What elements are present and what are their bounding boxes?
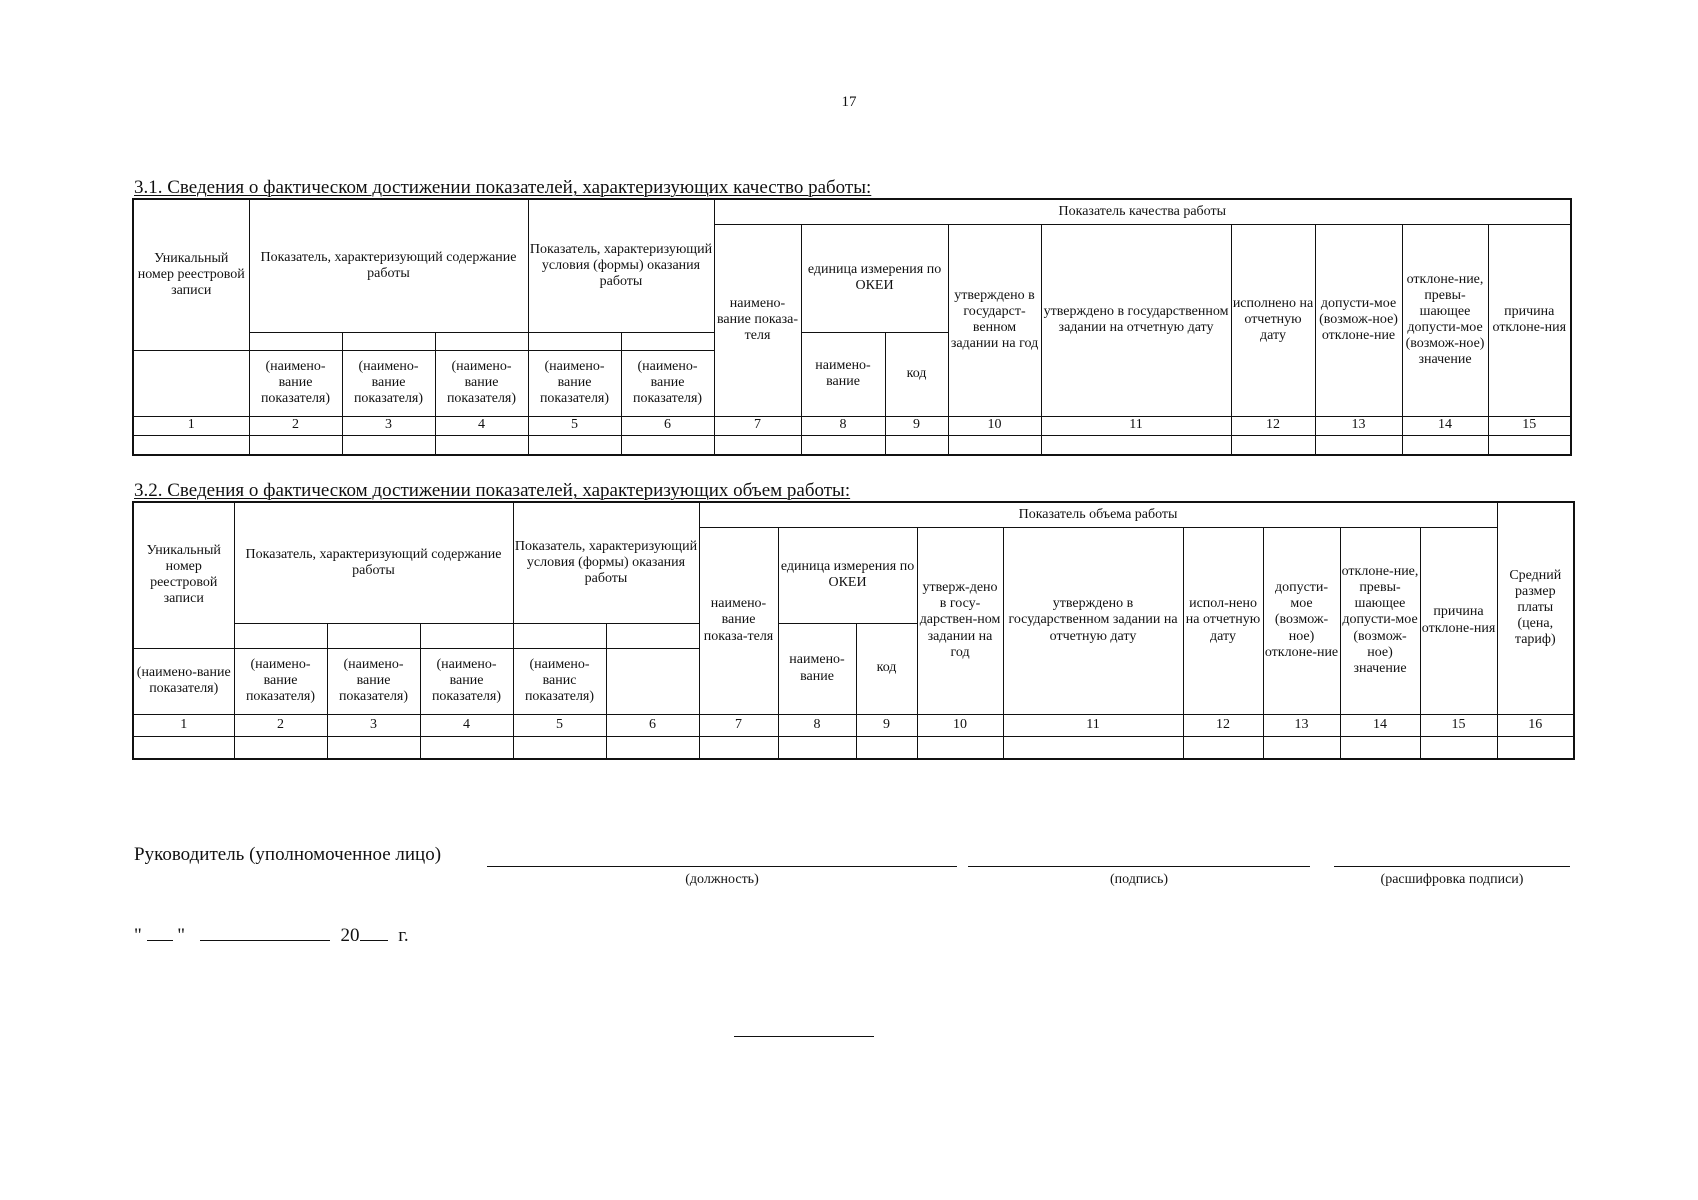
column-number: 4 xyxy=(435,416,528,435)
data-cell[interactable] xyxy=(1420,736,1497,759)
header-executed: испол-нено на отчетную дату xyxy=(1183,527,1263,714)
header-volume-group: Показатель объема работы xyxy=(699,502,1497,527)
header-approved-date: утверждено в государственном задании на отчетную дату xyxy=(1003,527,1183,714)
data-cell[interactable] xyxy=(1488,435,1571,455)
volume-indicators-table xyxy=(132,501,1575,760)
column-number: 5 xyxy=(528,416,621,435)
header-unit-name: наимено-вание xyxy=(778,623,856,714)
year-prefix: 20 xyxy=(340,925,360,946)
data-cell[interactable] xyxy=(342,435,435,455)
column-number: 9 xyxy=(885,416,948,435)
header-allowed-deviation: допусти-мое (возмож-ное) отклоне-ние xyxy=(1315,224,1402,416)
day-blank[interactable] xyxy=(147,922,173,941)
column-number: 16 xyxy=(1497,714,1574,736)
column-number: 2 xyxy=(234,714,327,736)
header-reason: причина отклоне-ния xyxy=(1488,224,1571,416)
signature-line[interactable] xyxy=(968,866,1310,867)
data-cell[interactable] xyxy=(778,736,856,759)
column-number: 14 xyxy=(1340,714,1420,736)
data-cell[interactable] xyxy=(249,435,342,455)
header-approved-year: утверждено в государст-венном задании на год xyxy=(948,224,1041,416)
empty-data-row xyxy=(133,736,1574,759)
header-sub-label: (наимено-вание показателя) xyxy=(249,350,342,416)
decoding-caption: (расшифровка подписи) xyxy=(1380,872,1524,887)
data-cell[interactable] xyxy=(420,736,513,759)
header-conditions-indicator: Показатель, характеризующий условия (формы) оказания работы xyxy=(528,199,714,332)
data-cell[interactable] xyxy=(948,435,1041,455)
header-sub-label: (наимено-ванис показателя) xyxy=(513,648,606,714)
header-content-indicator: Показатель, характеризующий содержание работы xyxy=(234,502,513,623)
date-line xyxy=(134,922,409,947)
header-excess-deviation: отклоне-ние, превы-шающее допусти-мое (возмож-ное) значение xyxy=(1340,527,1420,714)
column-numbers-row xyxy=(133,416,1571,435)
data-cell[interactable] xyxy=(856,736,917,759)
column-number: 14 xyxy=(1402,416,1488,435)
column-number: 1 xyxy=(133,714,234,736)
section-title-quality: 3.1. Сведения о фактическом достижении показателей, характеризующих качество работы: xyxy=(134,177,872,198)
column-number: 10 xyxy=(948,416,1041,435)
data-cell[interactable] xyxy=(327,736,420,759)
blank-cell xyxy=(234,623,327,648)
header-sub-label: (наимено-вание показателя) xyxy=(621,350,714,416)
header-unit-code: код xyxy=(856,623,917,714)
header-average-fee: Средний размер платы (цена, тариф) xyxy=(1497,502,1574,714)
data-cell[interactable] xyxy=(1497,736,1574,759)
header-unique-number: Уникальный номер реестровой записи xyxy=(133,199,249,350)
blank-cell xyxy=(528,332,621,350)
column-number: 9 xyxy=(856,714,917,736)
year-suffix: г. xyxy=(398,925,409,946)
header-indicator-name: наимено-вание показа-теля xyxy=(714,224,801,416)
header-conditions-indicator: Показатель, характеризующий условия (формы) оказания работы xyxy=(513,502,699,623)
column-number: 12 xyxy=(1183,714,1263,736)
data-cell[interactable] xyxy=(1183,736,1263,759)
data-cell[interactable] xyxy=(801,435,885,455)
blank-cell xyxy=(249,332,342,350)
header-executed: исполнено на отчетную дату xyxy=(1231,224,1315,416)
header-unit-okei: единица измерения по ОКЕИ xyxy=(778,527,917,623)
blank-cell xyxy=(435,332,528,350)
header-reason: причина отклоне-ния xyxy=(1420,527,1497,714)
data-cell[interactable] xyxy=(133,435,249,455)
year-blank[interactable] xyxy=(360,922,388,941)
data-cell[interactable] xyxy=(513,736,606,759)
column-number: 5 xyxy=(513,714,606,736)
blank-cell xyxy=(606,623,699,648)
header-indicator-label-sub xyxy=(133,350,249,416)
column-number: 3 xyxy=(327,714,420,736)
position-line[interactable] xyxy=(487,866,957,867)
column-number: 8 xyxy=(801,416,885,435)
column-number: 3 xyxy=(342,416,435,435)
header-unique-number: Уникальный номер реестровой записи xyxy=(133,502,234,648)
quote-close: " xyxy=(177,925,186,946)
footer-separator-line xyxy=(734,1036,874,1037)
column-number: 11 xyxy=(1003,714,1183,736)
column-number: 6 xyxy=(621,416,714,435)
header-allowed-deviation: допусти-мое (возмож-ное) отклоне-ние xyxy=(1263,527,1340,714)
data-cell[interactable] xyxy=(1041,435,1231,455)
page-number: 17 xyxy=(841,94,857,110)
header-unit-okei: единица измерения по ОКЕИ xyxy=(801,224,948,332)
header-approved-year: утверж-дено в госу-дарствен-ном задании на год xyxy=(917,527,1003,714)
blank-cell xyxy=(513,623,606,648)
column-number: 10 xyxy=(917,714,1003,736)
header-quality-group: Показатель качества работы xyxy=(714,199,1571,224)
header-sub-label: (наимено-вание показателя) xyxy=(234,648,327,714)
data-cell[interactable] xyxy=(699,736,778,759)
data-cell[interactable] xyxy=(1315,435,1402,455)
quality-indicators-table xyxy=(132,198,1572,456)
signature-caption: (подпись) xyxy=(1109,872,1169,887)
blank-cell xyxy=(327,623,420,648)
header-approved-date: утверждено в государственном задании на отчетную дату xyxy=(1041,224,1231,416)
header-excess-deviation: отклоне-ние, превы-шающее допусти-мое (возмож-ное) значение xyxy=(1402,224,1488,416)
position-caption: (должность) xyxy=(685,872,759,887)
data-cell[interactable] xyxy=(1402,435,1488,455)
column-number: 1 xyxy=(133,416,249,435)
month-blank[interactable] xyxy=(200,922,330,941)
column-number: 2 xyxy=(249,416,342,435)
data-cell[interactable] xyxy=(885,435,948,455)
column-number: 15 xyxy=(1420,714,1497,736)
blank-cell xyxy=(621,332,714,350)
blank-cell xyxy=(342,332,435,350)
empty-data-row xyxy=(133,435,1571,455)
header-indicator-name: наимено-вание показа-теля xyxy=(699,527,778,714)
quote-open: " xyxy=(134,925,142,946)
column-numbers-row xyxy=(133,714,1574,736)
decoding-line[interactable] xyxy=(1334,866,1570,867)
header-content-indicator: Показатель, характеризующий содержание работы xyxy=(249,199,528,332)
data-cell[interactable] xyxy=(1340,736,1420,759)
header-sub-label: (наимено-вание показателя) xyxy=(327,648,420,714)
data-cell[interactable] xyxy=(435,435,528,455)
data-cell[interactable] xyxy=(1003,736,1183,759)
data-cell[interactable] xyxy=(1231,435,1315,455)
header-unit-name: наимено-вание xyxy=(801,332,885,416)
column-number: 12 xyxy=(1231,416,1315,435)
column-number: 13 xyxy=(1263,714,1340,736)
column-number: 13 xyxy=(1315,416,1402,435)
column-number: 11 xyxy=(1041,416,1231,435)
header-sub-label: (наимено-вание показателя) xyxy=(342,350,435,416)
column-number: 7 xyxy=(714,416,801,435)
data-cell[interactable] xyxy=(621,435,714,455)
column-number: 8 xyxy=(778,714,856,736)
data-cell[interactable] xyxy=(528,435,621,455)
signature-label: Руководитель (уполномоченное лицо) xyxy=(134,844,442,865)
data-cell[interactable] xyxy=(606,736,699,759)
data-cell[interactable] xyxy=(234,736,327,759)
data-cell[interactable] xyxy=(917,736,1003,759)
header-sub-label: (наимено-вание показателя) xyxy=(528,350,621,416)
header-sub-label: (наимено-вание показателя) xyxy=(435,350,528,416)
header-sub-label: (наимено-вание показателя) xyxy=(133,648,234,714)
header-unit-code: код xyxy=(885,332,948,416)
blank-cell xyxy=(420,623,513,648)
column-number: 4 xyxy=(420,714,513,736)
data-cell[interactable] xyxy=(714,435,801,455)
column-number: 6 xyxy=(606,714,699,736)
header-sub-label: (наимено-вание показателя) xyxy=(420,648,513,714)
data-cell[interactable] xyxy=(1263,736,1340,759)
column-number: 7 xyxy=(699,714,778,736)
data-cell[interactable] xyxy=(133,736,234,759)
column-number: 15 xyxy=(1488,416,1571,435)
section-title-volume: 3.2. Сведения о фактическом достижении показателей, характеризующих объем работы: xyxy=(134,480,851,501)
